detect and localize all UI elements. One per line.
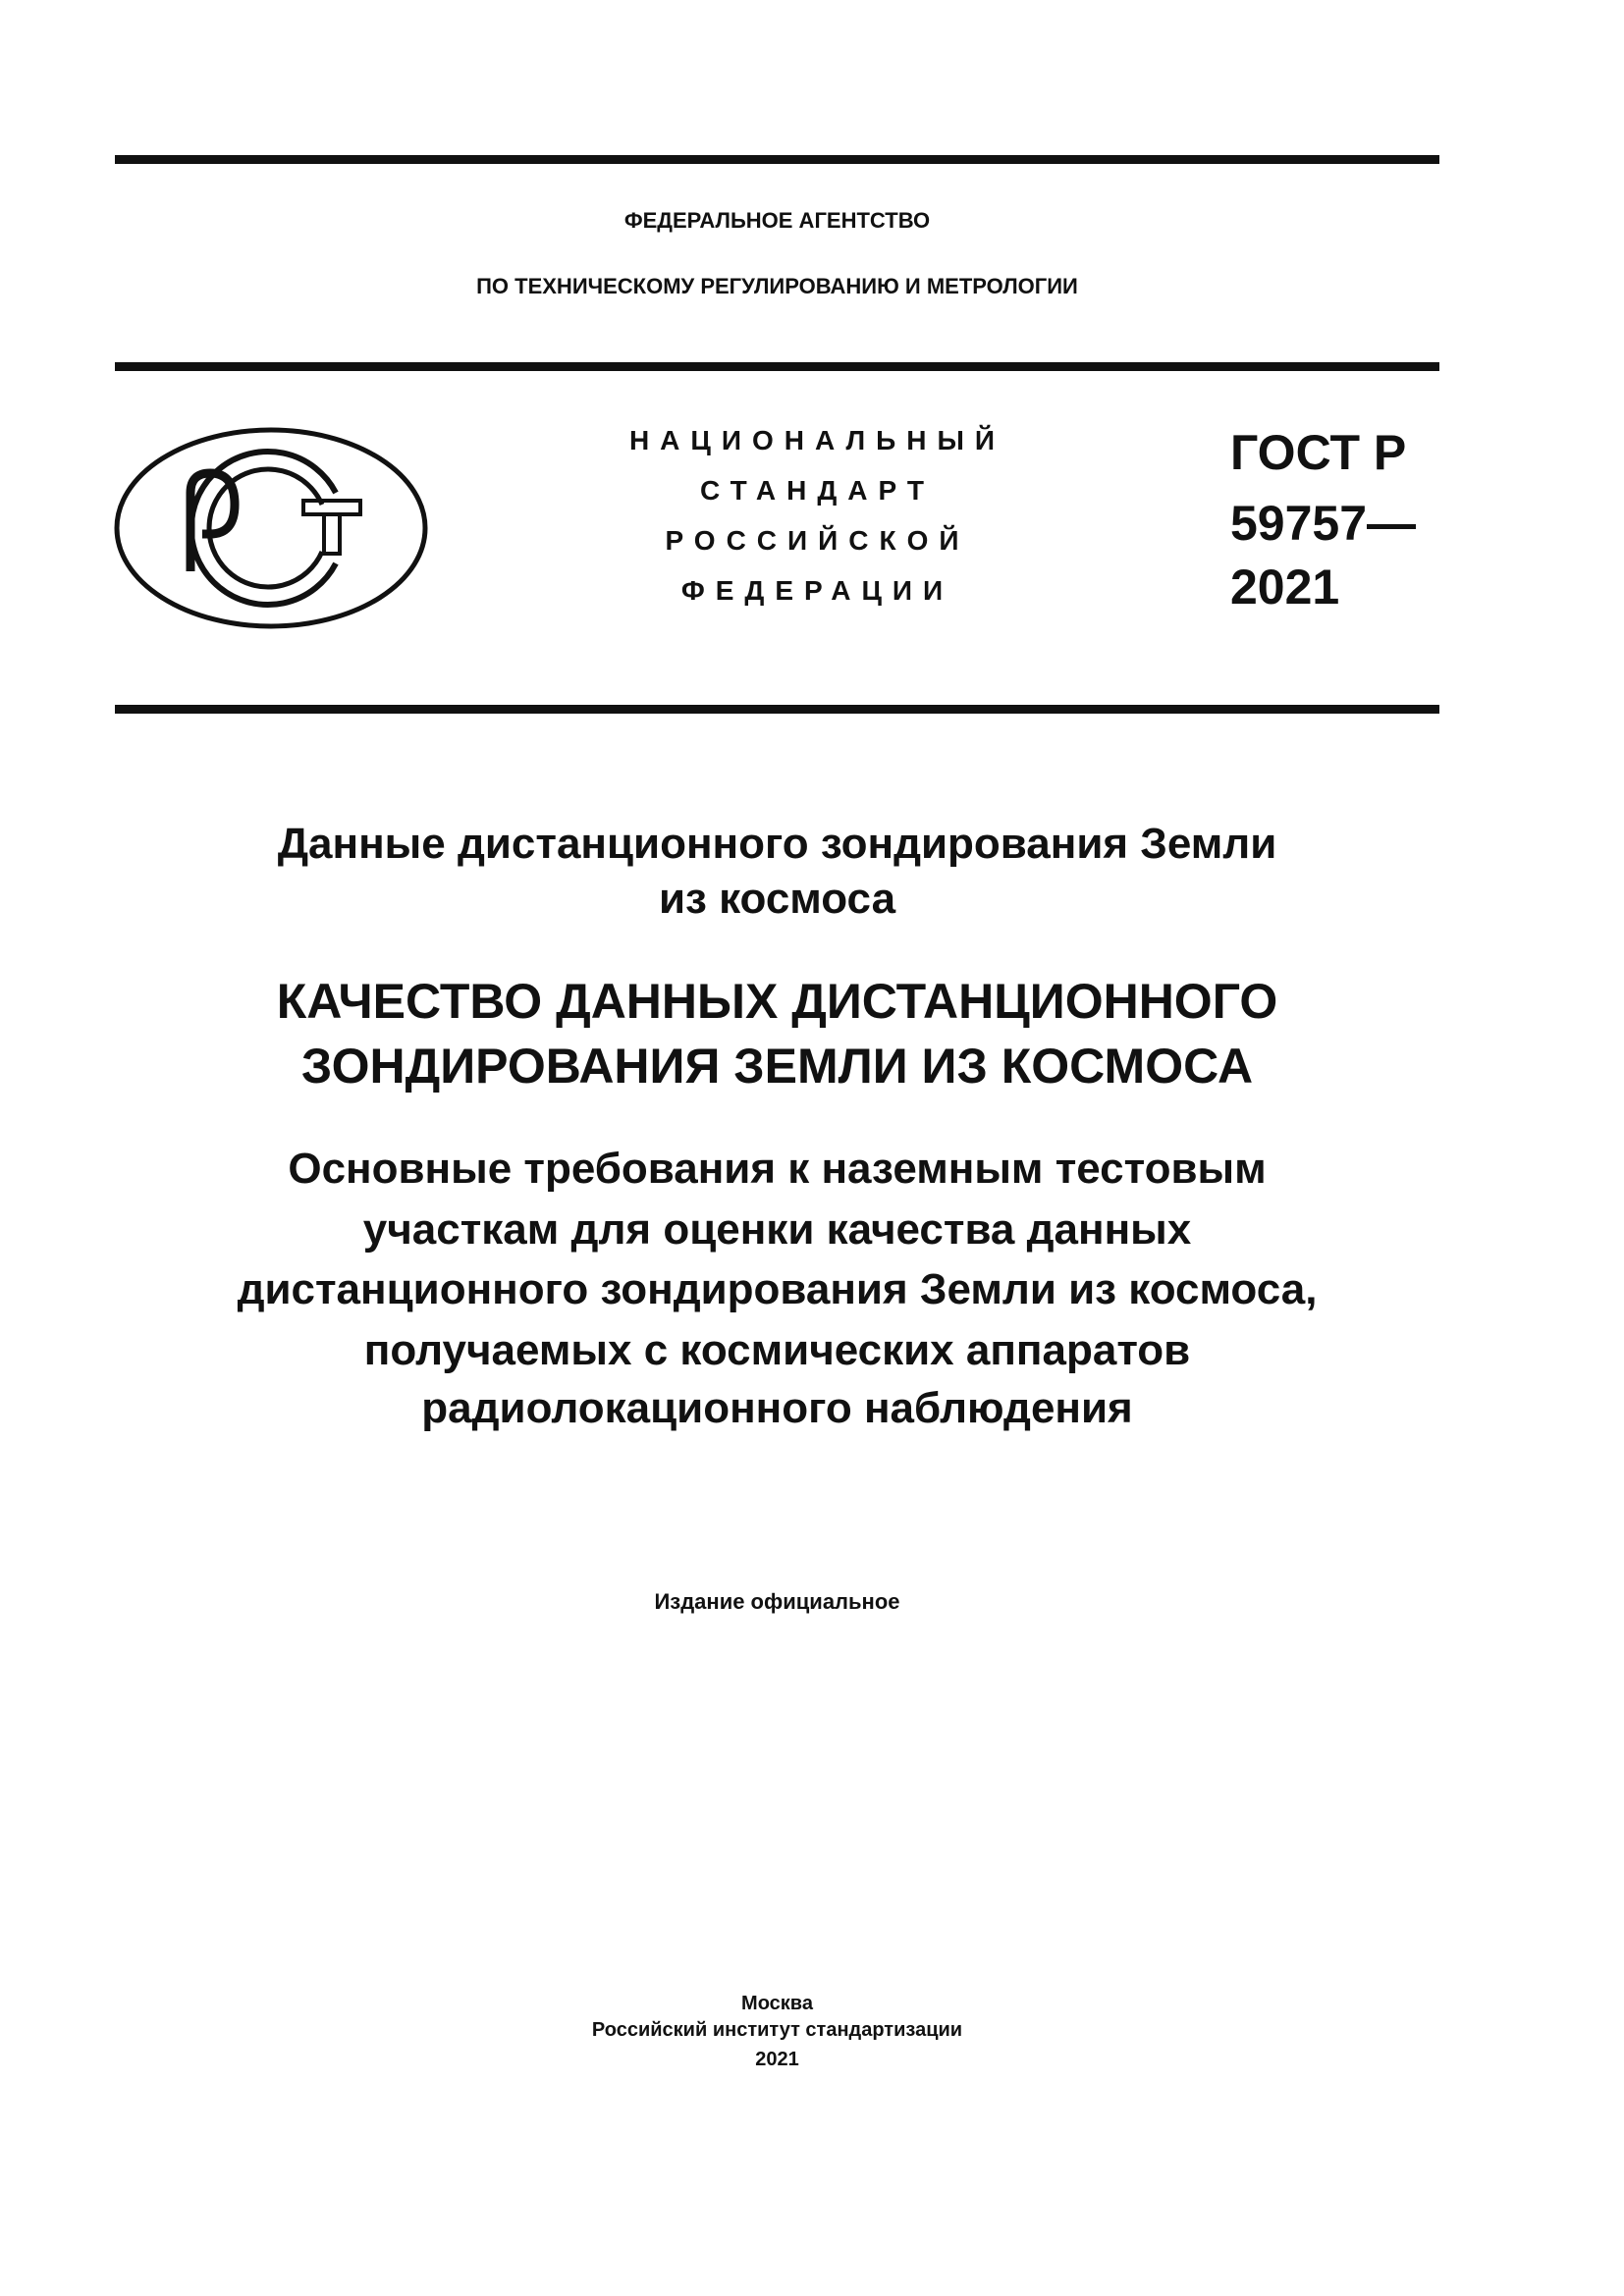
designation-line-2: 59757— (1230, 496, 1417, 551)
publisher-year: 2021 (755, 2049, 799, 2070)
header-rule (115, 362, 1439, 371)
subtitle-line-1: Основные требования к наземным тестовым (288, 1145, 1267, 1193)
publisher-city: Москва (741, 1993, 813, 2014)
main-title-line-2: ЗОНДИРОВАНИЯ ЗЕМЛИ ИЗ КОСМОСА (300, 1039, 1254, 1094)
standard-type-line-4: ФЕДЕРАЦИИ (680, 575, 954, 606)
subtitle-line-3: дистанционного зондирования Земли из космоса, (237, 1265, 1318, 1313)
title-rule (115, 705, 1439, 714)
agency-line-2: ПО ТЕХНИЧЕСКОМУ РЕГУЛИРОВАНИЮ И МЕТРОЛОГИИ (476, 274, 1078, 298)
agency-line-1: ФЕДЕРАЛЬНОЕ АГЕНТСТВО (623, 208, 931, 233)
group-title-line-1: Данные дистанционного зондирования Земли (277, 820, 1277, 868)
standard-type-line-3: РОССИЙСКОЙ (665, 525, 970, 556)
main-title-line-1: КАЧЕСТВО ДАННЫХ ДИСТАНЦИОННОГО (276, 974, 1278, 1029)
group-title-line-2: из космоса (658, 875, 896, 923)
gost-r-logo-icon (112, 424, 430, 632)
designation-line-1: ГОСТ Р (1230, 425, 1407, 480)
subtitle-line-5: радиолокационного наблюдения (421, 1384, 1133, 1432)
top-rule (115, 155, 1439, 164)
publisher-name: Российский институт стандартизации (591, 2019, 963, 2041)
subtitle-line-4: получаемых с космических аппаратов (363, 1326, 1191, 1374)
edition-label: Издание официальное (654, 1589, 900, 1614)
standard-type-line-2: СТАНДАРТ (700, 475, 935, 506)
standard-type-line-1: НАЦИОНАЛЬНЫЙ (628, 425, 1006, 455)
designation-line-3: 2021 (1230, 560, 1340, 614)
subtitle-line-2: участкам для оценки качества данных (362, 1205, 1192, 1254)
